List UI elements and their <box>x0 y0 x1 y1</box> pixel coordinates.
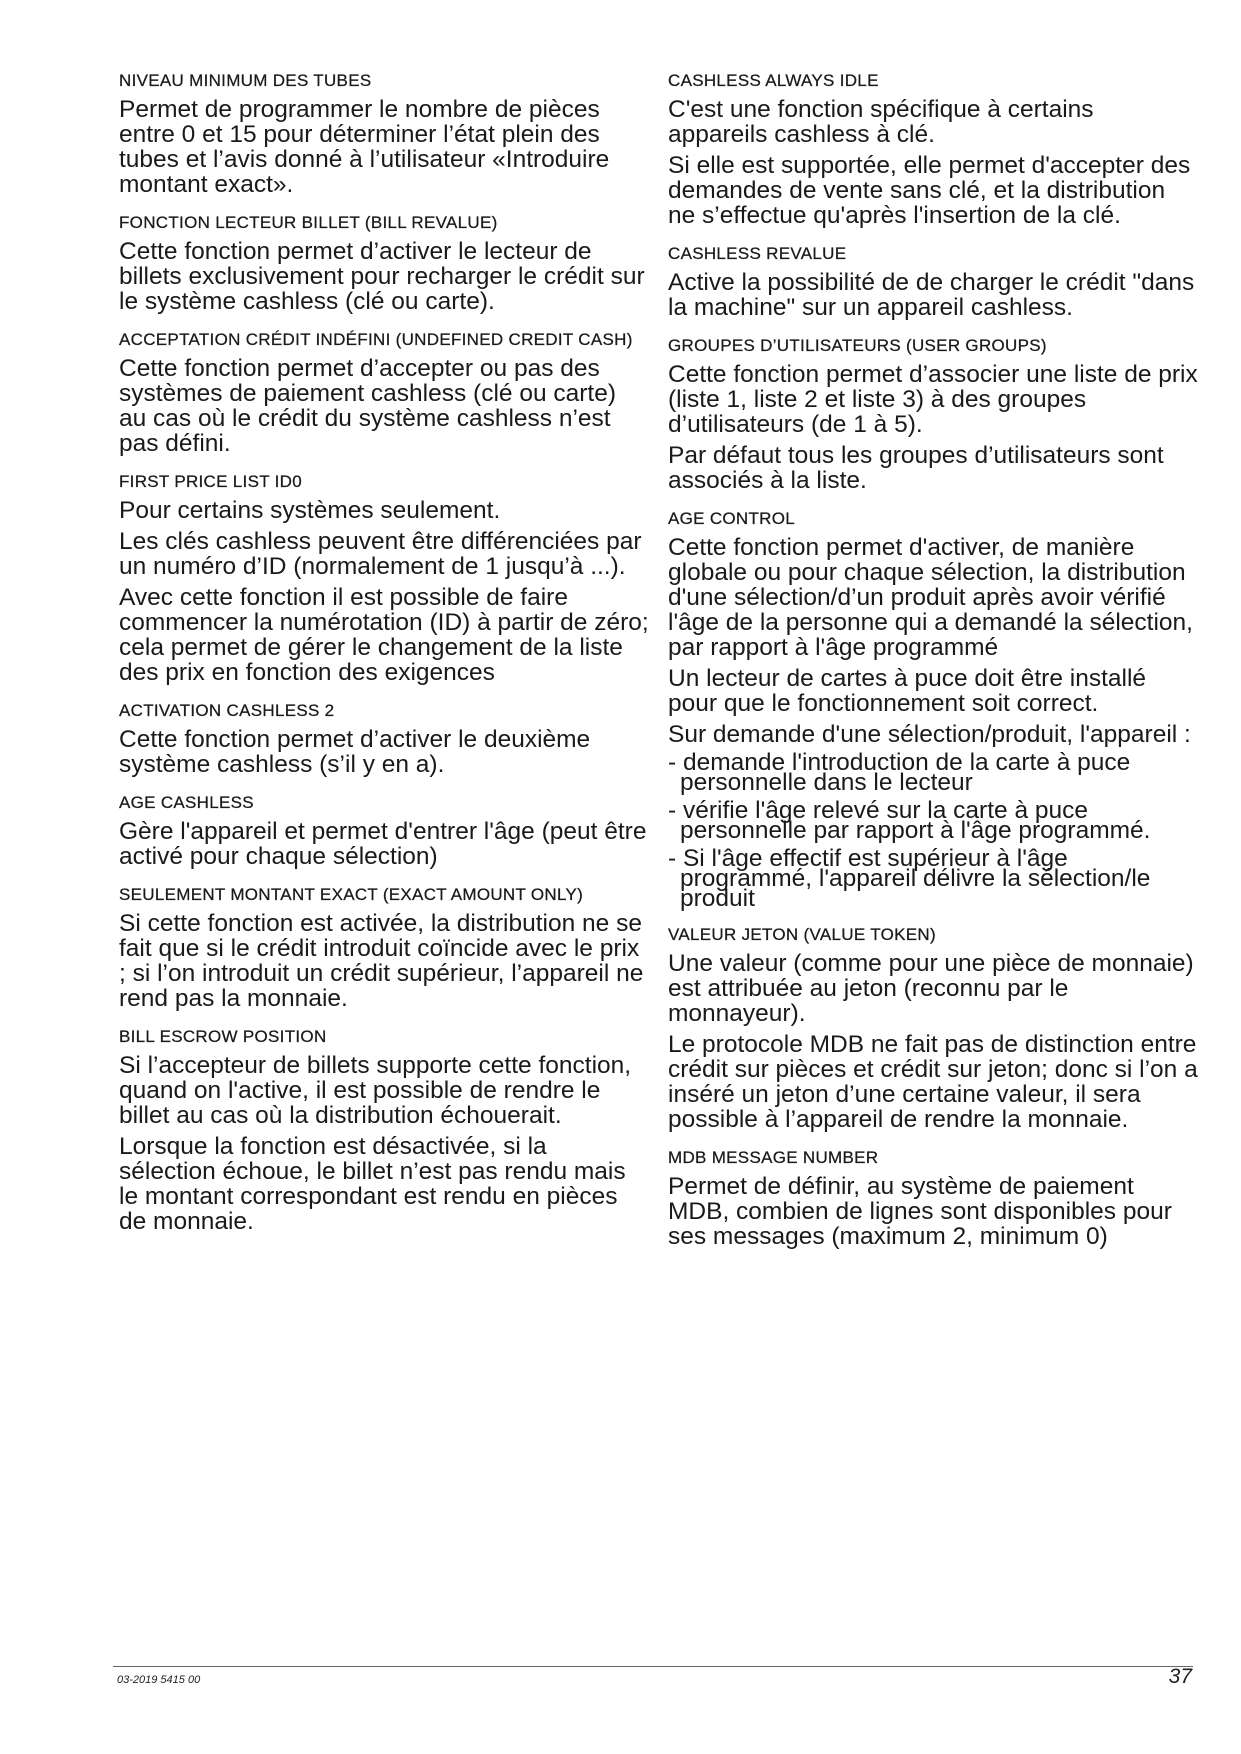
section-bill-escrow-position <box>119 1026 649 1234</box>
section-heading: VALEUR JETON (VALUE TOKEN) <box>668 925 936 944</box>
section-heading: ACCEPTATION CRÉDIT INDÉFINI (UNDEFINED CREDIT CASH) <box>119 330 633 349</box>
section-bill-revalue <box>119 212 649 314</box>
section-age-cashless <box>119 792 649 869</box>
footer-document-code: 03-2019 5415 00 <box>117 1674 201 1686</box>
section-paragraph: Permet de programmer le nombre de pièces entre 0 et 15 pour déterminer l’état plein des tubes et l’avis donné à l’utilisateur «Introduire montant exact». <box>119 96 610 198</box>
list-item: - vérifie l'âge relevé sur la carte à puce personnelle par rapport à l'âge programmé. <box>668 797 1151 844</box>
section-first-price-list <box>119 471 649 685</box>
section-heading: GROUPES D’UTILISATEURS (USER GROUPS) <box>668 336 1047 355</box>
right-column <box>668 70 1198 1264</box>
section-value-token <box>668 924 1198 1132</box>
section-paragraph: Cette fonction permet d’activer le deuxième système cashless (s’il y en a). <box>119 726 591 778</box>
page-number: 37 <box>1168 1665 1192 1688</box>
section-activation-cashless-2 <box>119 700 649 777</box>
section-cashless-always-idle <box>668 70 1198 228</box>
section-age-control <box>668 508 1198 912</box>
section-paragraph: Gère l'appareil et permet d'entrer l'âge (peut être activé pour chaque sélection) <box>119 818 647 870</box>
section-heading: FIRST PRICE LIST ID0 <box>119 472 302 491</box>
section-paragraph: Les clés cashless peuvent être différenciées par un numéro d’ID (normalement de 1 jusqu’à ...). <box>119 528 642 580</box>
section-niveau-minimum-tubes <box>119 70 649 197</box>
footer-divider <box>113 1666 1193 1667</box>
section-user-groups <box>668 335 1198 493</box>
section-heading: SEULEMENT MONTANT EXACT (EXACT AMOUNT ONLY) <box>119 885 584 904</box>
section-heading: AGE CASHLESS <box>119 793 254 812</box>
section-paragraph: Cette fonction permet d'activer, de manière globale ou pour chaque sélection, la distribution d'une sélection/d’un produit après avoir vérifié l'âge de la personne qui a demandé la sélection, par rapport à l'âge programmé <box>668 534 1193 661</box>
section-paragraph: Permet de définir, au système de paiement MDB, combien de lignes sont disponibles pour ses messages (maximum 2, minimum 0) <box>668 1173 1172 1250</box>
section-paragraph: Un lecteur de cartes à puce doit être installé pour que le fonctionnement soit correct. <box>668 665 1147 717</box>
section-heading: CASHLESS ALWAYS IDLE <box>668 71 879 90</box>
section-cashless-revalue <box>668 243 1198 320</box>
section-heading: NIVEAU MINIMUM DES TUBES <box>119 71 372 90</box>
section-heading: FONCTION LECTEUR BILLET (BILL REVALUE) <box>119 213 498 232</box>
section-paragraph: Si elle est supportée, elle permet d'accepter des demandes de vente sans clé, et la distribution ne s’effectue qu'après l'insertion de la clé. <box>668 152 1191 229</box>
section-heading: BILL ESCROW POSITION <box>119 1027 327 1046</box>
section-heading: MDB MESSAGE NUMBER <box>668 1148 879 1167</box>
section-paragraph: Sur demande d'une sélection/produit, l'appareil : <box>668 721 1191 748</box>
section-undefined-credit-cash <box>119 329 649 456</box>
section-heading: AGE CONTROL <box>668 509 796 528</box>
section-paragraph: Le protocole MDB ne fait pas de distinction entre crédit sur pièces et crédit sur jeton; donc si l’on a inséré un jeton d’une certaine valeur, il sera possible à l’appareil de rendre la monnaie. <box>668 1031 1198 1133</box>
section-paragraph: Cette fonction permet d’accepter ou pas des systèmes de paiement cashless (clé ou carte) au cas où le crédit du système cashless n’est pas défini. <box>119 355 617 457</box>
section-heading: ACTIVATION CASHLESS 2 <box>119 701 335 720</box>
section-heading: CASHLESS REVALUE <box>668 244 847 263</box>
section-paragraph: Lorsque la fonction est désactivée, si la sélection échoue, le billet n’est pas rendu mais le montant correspondant est rendu en pièces de monnaie. <box>119 1133 626 1235</box>
section-paragraph: Par défaut tous les groupes d’utilisateurs sont associés à la liste. <box>668 442 1164 494</box>
section-paragraph: Une valeur (comme pour une pièce de monnaie) est attribuée au jeton (reconnu par le monnayeur). <box>668 950 1194 1027</box>
section-paragraph: Avec cette fonction il est possible de faire commencer la numérotation (ID) à partir de zéro; cela permet de gérer le changement de la liste des prix en fonction des exigences <box>119 584 649 686</box>
section-paragraph: C'est une fonction spécifique à certains appareils cashless à clé. <box>668 96 1094 148</box>
section-paragraph: Active la possibilité de de charger le crédit "dans la machine" sur un appareil cashless. <box>668 269 1195 321</box>
section-paragraph: Pour certains systèmes seulement. <box>119 497 501 524</box>
list-item: - demande l'introduction de la carte à puce personnelle dans le lecteur <box>668 749 1131 796</box>
section-paragraph: Cette fonction permet d’activer le lecteur de billets exclusivement pour recharger le crédit sur le système cashless (clé ou carte). <box>119 238 645 315</box>
section-paragraph: Si cette fonction est activée, la distribution ne se fait que si le crédit introduit coïncide avec le prix ; si l’on introduit un crédit supérieur, l’appareil ne rend pas la monnaie. <box>119 910 644 1012</box>
section-paragraph: Cette fonction permet d’associer une liste de prix (liste 1, liste 2 et liste 3) à des groupes d’utilisateurs (de 1 à 5). <box>668 361 1198 438</box>
list-item: - Si l'âge effectif est supérieur à l'âge programmé, l'appareil délivre la sélection/le produit <box>668 845 1151 912</box>
section-mdb-message-number <box>668 1147 1198 1249</box>
section-exact-amount-only <box>119 884 649 1011</box>
section-paragraph: Si l’accepteur de billets supporte cette fonction, quand on l'active, il est possible de rendre le billet au cas où la distribution échouerait. <box>119 1052 632 1129</box>
left-column <box>119 70 649 1249</box>
